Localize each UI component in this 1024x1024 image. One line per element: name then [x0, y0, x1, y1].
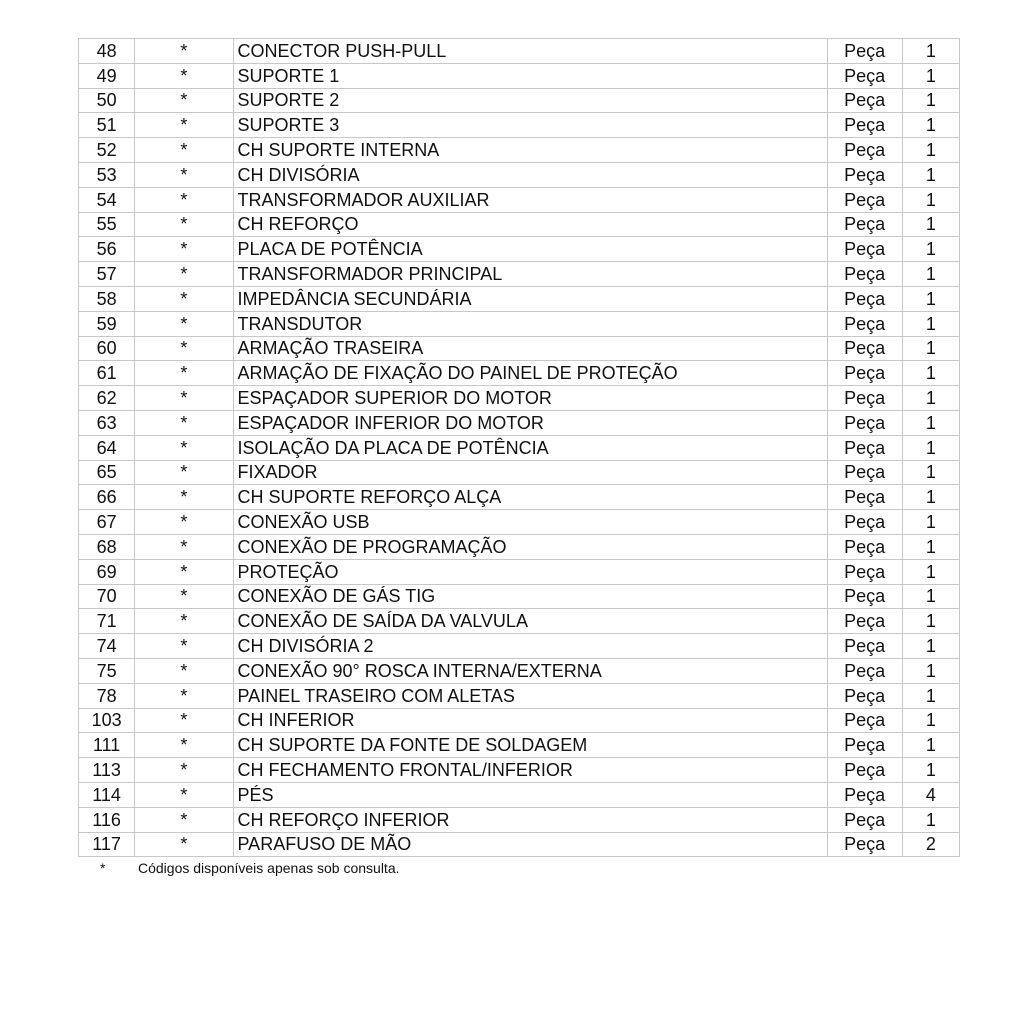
code-cell: *: [135, 584, 233, 609]
table-row: [79, 162, 960, 187]
description-cell: TRANSDUTOR: [233, 311, 827, 336]
description-cell: CONECTOR PUSH-PULL: [233, 39, 827, 64]
item-number-cell: 63: [79, 410, 135, 435]
description-cell: TRANSFORMADOR AUXILIAR: [233, 187, 827, 212]
table-row: [79, 187, 960, 212]
unit-cell: Peça: [827, 361, 902, 386]
table-row: [79, 63, 960, 88]
item-number-cell: 70: [79, 584, 135, 609]
description-cell: PÉS: [233, 782, 827, 807]
code-cell: *: [135, 708, 233, 733]
description-cell: SUPORTE 3: [233, 113, 827, 138]
quantity-cell: 1: [902, 807, 959, 832]
footnote: [100, 860, 400, 876]
item-number-cell: 56: [79, 237, 135, 262]
description-cell: FIXADOR: [233, 460, 827, 485]
item-number-cell: 68: [79, 534, 135, 559]
unit-cell: Peça: [827, 39, 902, 64]
quantity-cell: 1: [902, 237, 959, 262]
item-number-cell: 52: [79, 138, 135, 163]
code-cell: *: [135, 311, 233, 336]
quantity-cell: 1: [902, 609, 959, 634]
parts-table-body: [79, 39, 960, 857]
unit-cell: Peça: [827, 708, 902, 733]
code-cell: *: [135, 683, 233, 708]
table-row: [79, 807, 960, 832]
code-cell: *: [135, 733, 233, 758]
table-row: [79, 435, 960, 460]
description-cell: CH SUPORTE INTERNA: [233, 138, 827, 163]
quantity-cell: 1: [902, 658, 959, 683]
description-cell: CH DIVISÓRIA: [233, 162, 827, 187]
description-cell: ISOLAÇÃO DA PLACA DE POTÊNCIA: [233, 435, 827, 460]
table-row: [79, 634, 960, 659]
table-row: [79, 485, 960, 510]
unit-cell: Peça: [827, 63, 902, 88]
quantity-cell: 1: [902, 212, 959, 237]
unit-cell: Peça: [827, 336, 902, 361]
item-number-cell: 103: [79, 708, 135, 733]
table-row: [79, 609, 960, 634]
item-number-cell: 61: [79, 361, 135, 386]
unit-cell: Peça: [827, 237, 902, 262]
unit-cell: Peça: [827, 832, 902, 857]
code-cell: *: [135, 113, 233, 138]
code-cell: *: [135, 286, 233, 311]
description-cell: ESPAÇADOR SUPERIOR DO MOTOR: [233, 386, 827, 411]
code-cell: *: [135, 782, 233, 807]
unit-cell: Peça: [827, 212, 902, 237]
description-cell: SUPORTE 2: [233, 88, 827, 113]
unit-cell: Peça: [827, 262, 902, 287]
table-row: [79, 733, 960, 758]
unit-cell: Peça: [827, 138, 902, 163]
code-cell: *: [135, 510, 233, 535]
code-cell: *: [135, 460, 233, 485]
parts-table: [78, 38, 960, 857]
description-cell: PARAFUSO DE MÃO: [233, 832, 827, 857]
code-cell: *: [135, 807, 233, 832]
table-row: [79, 212, 960, 237]
quantity-cell: 1: [902, 286, 959, 311]
item-number-cell: 75: [79, 658, 135, 683]
code-cell: *: [135, 609, 233, 634]
quantity-cell: 1: [902, 311, 959, 336]
quantity-cell: 1: [902, 336, 959, 361]
quantity-cell: 1: [902, 510, 959, 535]
quantity-cell: 1: [902, 63, 959, 88]
unit-cell: Peça: [827, 559, 902, 584]
description-cell: PROTEÇÃO: [233, 559, 827, 584]
unit-cell: Peça: [827, 658, 902, 683]
item-number-cell: 69: [79, 559, 135, 584]
item-number-cell: 55: [79, 212, 135, 237]
table-row: [79, 361, 960, 386]
unit-cell: Peça: [827, 435, 902, 460]
unit-cell: Peça: [827, 534, 902, 559]
item-number-cell: 66: [79, 485, 135, 510]
item-number-cell: 50: [79, 88, 135, 113]
table-row: [79, 138, 960, 163]
quantity-cell: 1: [902, 460, 959, 485]
unit-cell: Peça: [827, 634, 902, 659]
description-cell: SUPORTE 1: [233, 63, 827, 88]
code-cell: *: [135, 63, 233, 88]
table-row: [79, 683, 960, 708]
description-cell: PLACA DE POTÊNCIA: [233, 237, 827, 262]
item-number-cell: 49: [79, 63, 135, 88]
description-cell: PAINEL TRASEIRO COM ALETAS: [233, 683, 827, 708]
description-cell: IMPEDÂNCIA SECUNDÁRIA: [233, 286, 827, 311]
code-cell: *: [135, 559, 233, 584]
item-number-cell: 117: [79, 832, 135, 857]
quantity-cell: 1: [902, 733, 959, 758]
code-cell: *: [135, 262, 233, 287]
code-cell: *: [135, 386, 233, 411]
table-row: [79, 286, 960, 311]
item-number-cell: 64: [79, 435, 135, 460]
description-cell: ARMAÇÃO TRASEIRA: [233, 336, 827, 361]
table-row: [79, 559, 960, 584]
description-cell: CH REFORÇO INFERIOR: [233, 807, 827, 832]
description-cell: CH REFORÇO: [233, 212, 827, 237]
description-cell: CH INFERIOR: [233, 708, 827, 733]
description-cell: CONEXÃO DE SAÍDA DA VALVULA: [233, 609, 827, 634]
item-number-cell: 111: [79, 733, 135, 758]
unit-cell: Peça: [827, 88, 902, 113]
description-cell: CH SUPORTE REFORÇO ALÇA: [233, 485, 827, 510]
quantity-cell: 1: [902, 435, 959, 460]
code-cell: *: [135, 410, 233, 435]
item-number-cell: 71: [79, 609, 135, 634]
quantity-cell: 1: [902, 39, 959, 64]
quantity-cell: 1: [902, 386, 959, 411]
table-row: [79, 88, 960, 113]
unit-cell: Peça: [827, 609, 902, 634]
item-number-cell: 58: [79, 286, 135, 311]
table-row: [79, 658, 960, 683]
code-cell: *: [135, 435, 233, 460]
description-cell: CONEXÃO 90° ROSCA INTERNA/EXTERNA: [233, 658, 827, 683]
code-cell: *: [135, 534, 233, 559]
code-cell: *: [135, 832, 233, 857]
description-cell: CONEXÃO DE PROGRAMAÇÃO: [233, 534, 827, 559]
description-cell: CH SUPORTE DA FONTE DE SOLDAGEM: [233, 733, 827, 758]
item-number-cell: 62: [79, 386, 135, 411]
unit-cell: Peça: [827, 807, 902, 832]
table-row: [79, 237, 960, 262]
item-number-cell: 74: [79, 634, 135, 659]
item-number-cell: 59: [79, 311, 135, 336]
table-row: [79, 311, 960, 336]
quantity-cell: 1: [902, 758, 959, 783]
quantity-cell: 1: [902, 683, 959, 708]
unit-cell: Peça: [827, 286, 902, 311]
table-row: [79, 758, 960, 783]
quantity-cell: 2: [902, 832, 959, 857]
unit-cell: Peça: [827, 113, 902, 138]
table-row: [79, 534, 960, 559]
unit-cell: Peça: [827, 782, 902, 807]
table-row: [79, 584, 960, 609]
quantity-cell: 1: [902, 559, 959, 584]
table-row: [79, 460, 960, 485]
quantity-cell: 1: [902, 410, 959, 435]
code-cell: *: [135, 336, 233, 361]
description-cell: CH DIVISÓRIA 2: [233, 634, 827, 659]
quantity-cell: 1: [902, 162, 959, 187]
item-number-cell: 54: [79, 187, 135, 212]
code-cell: *: [135, 212, 233, 237]
quantity-cell: 4: [902, 782, 959, 807]
item-number-cell: 53: [79, 162, 135, 187]
quantity-cell: 1: [902, 113, 959, 138]
description-cell: CH FECHAMENTO FRONTAL/INFERIOR: [233, 758, 827, 783]
table-row: [79, 510, 960, 535]
unit-cell: Peça: [827, 162, 902, 187]
code-cell: *: [135, 138, 233, 163]
unit-cell: Peça: [827, 733, 902, 758]
footnote-text: Códigos disponíveis apenas sob consulta.: [138, 860, 400, 876]
description-cell: ESPAÇADOR INFERIOR DO MOTOR: [233, 410, 827, 435]
item-number-cell: 113: [79, 758, 135, 783]
quantity-cell: 1: [902, 708, 959, 733]
unit-cell: Peça: [827, 410, 902, 435]
unit-cell: Peça: [827, 485, 902, 510]
item-number-cell: 51: [79, 113, 135, 138]
unit-cell: Peça: [827, 187, 902, 212]
footnote-mark: *: [100, 860, 106, 876]
item-number-cell: 78: [79, 683, 135, 708]
item-number-cell: 116: [79, 807, 135, 832]
code-cell: *: [135, 187, 233, 212]
item-number-cell: 114: [79, 782, 135, 807]
quantity-cell: 1: [902, 534, 959, 559]
table-row: [79, 336, 960, 361]
code-cell: *: [135, 658, 233, 683]
code-cell: *: [135, 162, 233, 187]
unit-cell: Peça: [827, 758, 902, 783]
code-cell: *: [135, 758, 233, 783]
item-number-cell: 67: [79, 510, 135, 535]
unit-cell: Peça: [827, 386, 902, 411]
code-cell: *: [135, 237, 233, 262]
description-cell: CONEXÃO USB: [233, 510, 827, 535]
table-row: [79, 708, 960, 733]
code-cell: *: [135, 88, 233, 113]
unit-cell: Peça: [827, 311, 902, 336]
unit-cell: Peça: [827, 460, 902, 485]
table-row: [79, 113, 960, 138]
quantity-cell: 1: [902, 138, 959, 163]
item-number-cell: 60: [79, 336, 135, 361]
table-row: [79, 39, 960, 64]
quantity-cell: 1: [902, 262, 959, 287]
unit-cell: Peça: [827, 683, 902, 708]
description-cell: ARMAÇÃO DE FIXAÇÃO DO PAINEL DE PROTEÇÃO: [233, 361, 827, 386]
table-row: [79, 386, 960, 411]
unit-cell: Peça: [827, 584, 902, 609]
description-cell: TRANSFORMADOR PRINCIPAL: [233, 262, 827, 287]
table-row: [79, 410, 960, 435]
description-cell: CONEXÃO DE GÁS TIG: [233, 584, 827, 609]
quantity-cell: 1: [902, 88, 959, 113]
table-row: [79, 782, 960, 807]
item-number-cell: 48: [79, 39, 135, 64]
quantity-cell: 1: [902, 485, 959, 510]
code-cell: *: [135, 361, 233, 386]
unit-cell: Peça: [827, 510, 902, 535]
table-row: [79, 262, 960, 287]
code-cell: *: [135, 39, 233, 64]
code-cell: *: [135, 485, 233, 510]
quantity-cell: 1: [902, 634, 959, 659]
quantity-cell: 1: [902, 361, 959, 386]
item-number-cell: 57: [79, 262, 135, 287]
table-row: [79, 832, 960, 857]
quantity-cell: 1: [902, 187, 959, 212]
item-number-cell: 65: [79, 460, 135, 485]
code-cell: *: [135, 634, 233, 659]
quantity-cell: 1: [902, 584, 959, 609]
